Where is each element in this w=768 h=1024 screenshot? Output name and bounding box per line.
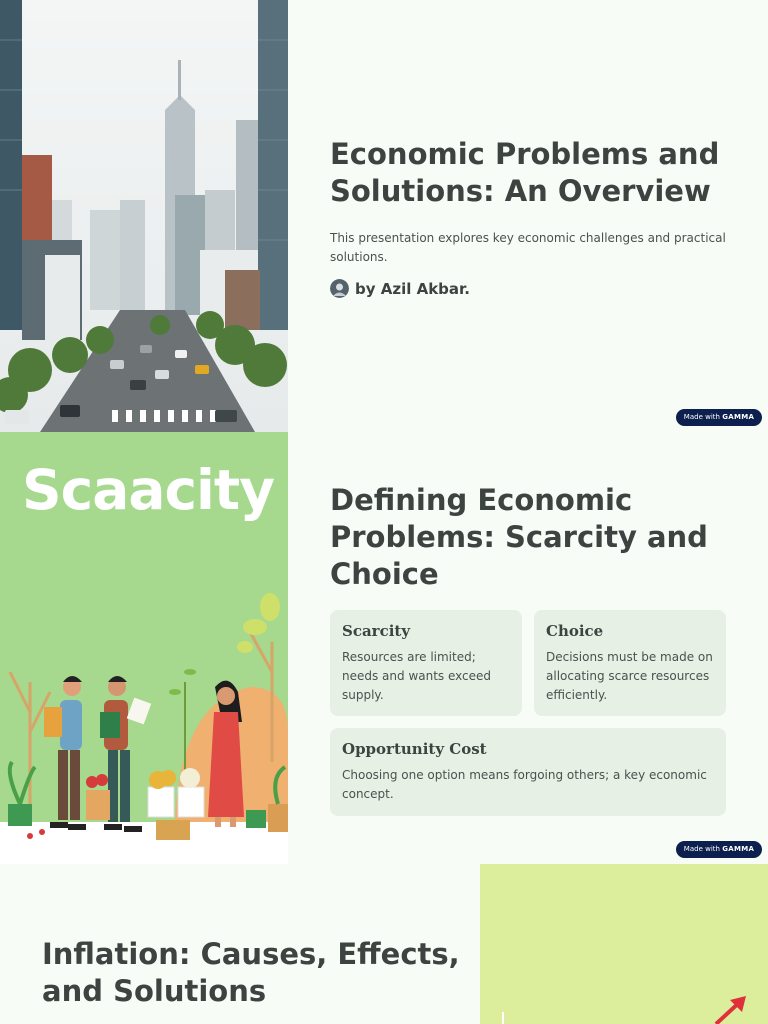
opportunity-cost-card (330, 728, 726, 816)
author-name: by Azil Akbar. (355, 279, 470, 298)
slide-title: Economic Problems and Solutions: An Overview (330, 137, 720, 208)
slide-3 (0, 864, 768, 1024)
badge-brand: GAMMA (722, 845, 755, 853)
slide-title: Inflation: Causes, Effects, and Solutions (42, 937, 460, 1008)
card-body: Decisions must be made on allocating scarce resources efficiently. (546, 650, 713, 702)
choice-card (534, 610, 726, 716)
slide-1 (0, 0, 768, 432)
slide-title: Defining Economic Problems: Scarcity and Choice (330, 483, 708, 591)
author-line (330, 279, 470, 298)
card-heading: Opportunity Cost (342, 740, 487, 758)
badge-prefix: Made with (683, 413, 720, 421)
slide-subtitle: This presentation explores key economic challenges and practical solutions. (330, 231, 726, 264)
card-body: Resources are limited; needs and wants exceed supply. (342, 650, 492, 702)
inflation-illustration (480, 864, 768, 1024)
city-skyline-image (0, 0, 288, 432)
made-with-gamma-badge[interactable] (676, 841, 762, 858)
slide-2 (0, 432, 768, 864)
card-heading: Scarcity (342, 622, 411, 640)
scarcity-card (330, 610, 522, 716)
badge-brand: GAMMA (722, 413, 755, 421)
avatar (330, 279, 349, 298)
card-heading: Choice (546, 622, 604, 640)
card-body: Choosing one option means forgoing others; a key economic concept. (342, 768, 707, 801)
made-with-gamma-badge[interactable] (676, 409, 762, 426)
scarcity-image-text: Scaacity (22, 458, 275, 522)
badge-prefix: Made with (683, 845, 720, 853)
